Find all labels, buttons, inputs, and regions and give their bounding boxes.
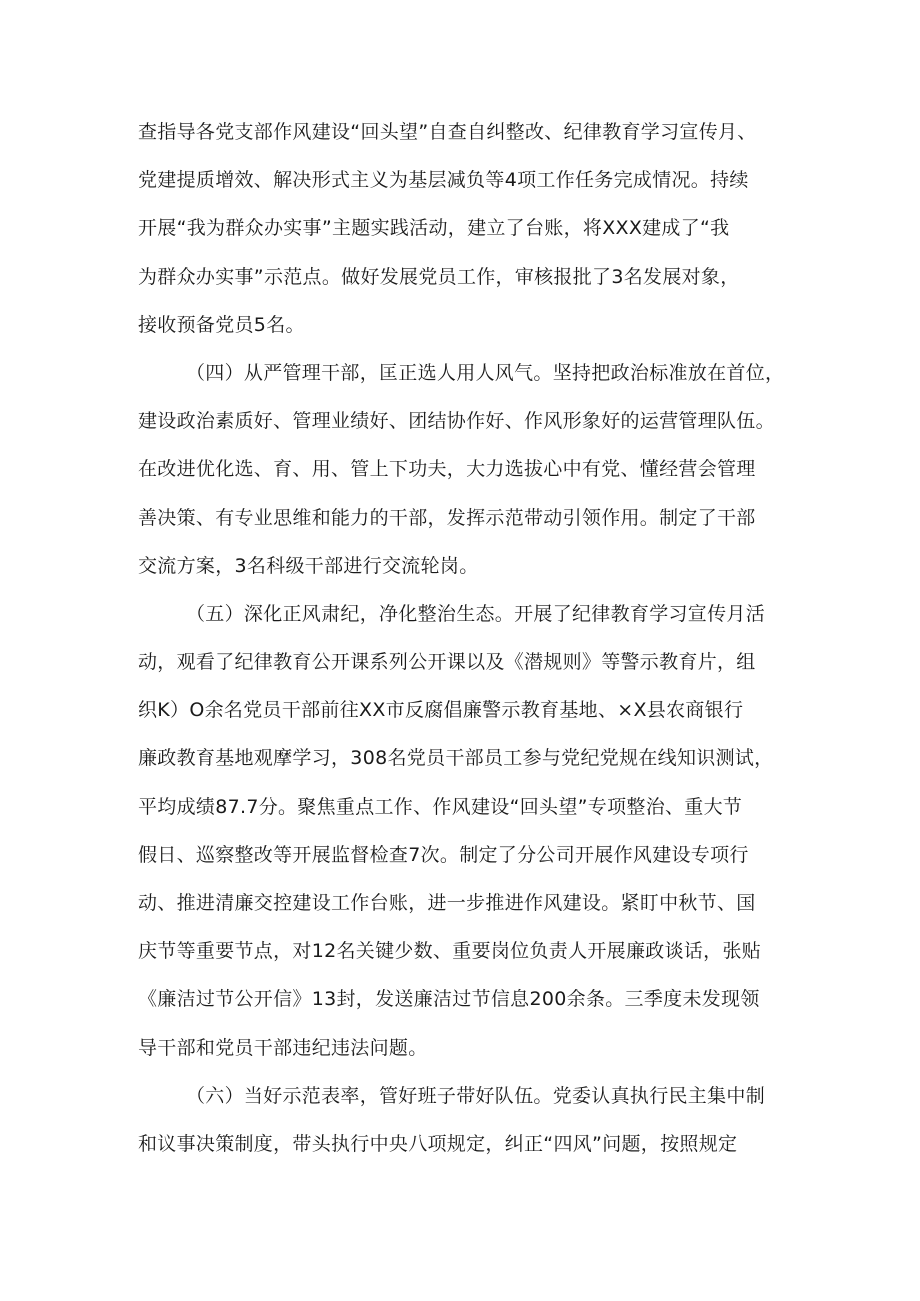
paragraph-p3-continuation — [138, 108, 810, 349]
paragraph-p6 — [138, 1072, 810, 1168]
text-line: 导干部和党员干部违纪违法问题。 — [138, 1036, 428, 1059]
text-line: 党建提质增效、解决形式主义为基层减负等4项工作任务完成情况。持续 — [138, 169, 749, 192]
text-line: 织K）O余名党员干部前往XX市反腐倡廉警示教育基地、×X县农商银行 — [138, 699, 744, 722]
paragraph-p4 — [138, 349, 810, 590]
text-line: 接收预备党员5名。 — [138, 313, 305, 336]
text-line: 假日、巡察整改等开展监督检查7次。制定了分公司开展作风建设专项行 — [138, 843, 749, 866]
text-line: 和议事决策制度，带头执行中央八项规定，纠正“四风”问题，按照规定 — [138, 1132, 738, 1155]
text-line: 交流方案，3名科级干部进行交流轮岗。 — [138, 554, 479, 577]
text-line: 动，观看了纪律教育公开课系列公开课以及《潜规则》等警示教育片，组 — [138, 651, 756, 674]
text-line: 平均成绩87.7分。聚焦重点工作、作风建设“回头望”专项整治、重大节 — [138, 795, 743, 818]
text-line: 庆节等重要节点，对12名关键少数、重要岗位负责人开展廉政谈话，张贴 — [138, 940, 762, 963]
text-line: 查指导各党支部作风建设“回头望”自查自纠整改、纪律教育学习宣传月、 — [138, 121, 757, 143]
document-body — [138, 108, 810, 1168]
text-line: 《廉洁过节公开信》13封，发送廉洁过节信息200余条。三季度未发现领 — [138, 988, 760, 1011]
text-line: 建设政治素质好、管理业绩好、团结协作好、作风形象好的运营管理队伍。 — [138, 410, 775, 433]
text-line: 开展“我为群众办实事”主题实践活动，建立了台账，将XXX建成了“我 — [138, 217, 730, 240]
text-line: （五）深化正风肃纪，净化整治生态。开展了纪律教育学习宣传月活 — [186, 602, 766, 625]
text-line: 廉政教育基地观摩学习，308名党员干部员工参与党纪党规在线知识测试， — [138, 747, 774, 770]
text-line: 动、推进清廉交控建设工作台账，进一步推进作风建设。紧盯中秋节、国 — [138, 892, 756, 914]
text-line: 为群众办实事”示范点。做好发展党员工作，审核报批了3名发展对象， — [138, 265, 740, 288]
paragraph-p5 — [138, 590, 810, 1072]
text-line: 善决策、有专业思维和能力的干部，发挥示范带动引领作用。制定了干部 — [138, 506, 756, 529]
text-line: （六）当好示范表率，管好班子带好队伍。党委认真执行民主集中制 — [186, 1084, 766, 1107]
text-line: 在改进优化选、育、用、管上下功夫，大力选拔心中有党、懂经营会管理 — [138, 458, 756, 481]
text-line: （四）从严管理干部，匡正选人用人风气。坚持把政治标准放在首位， — [186, 361, 785, 384]
